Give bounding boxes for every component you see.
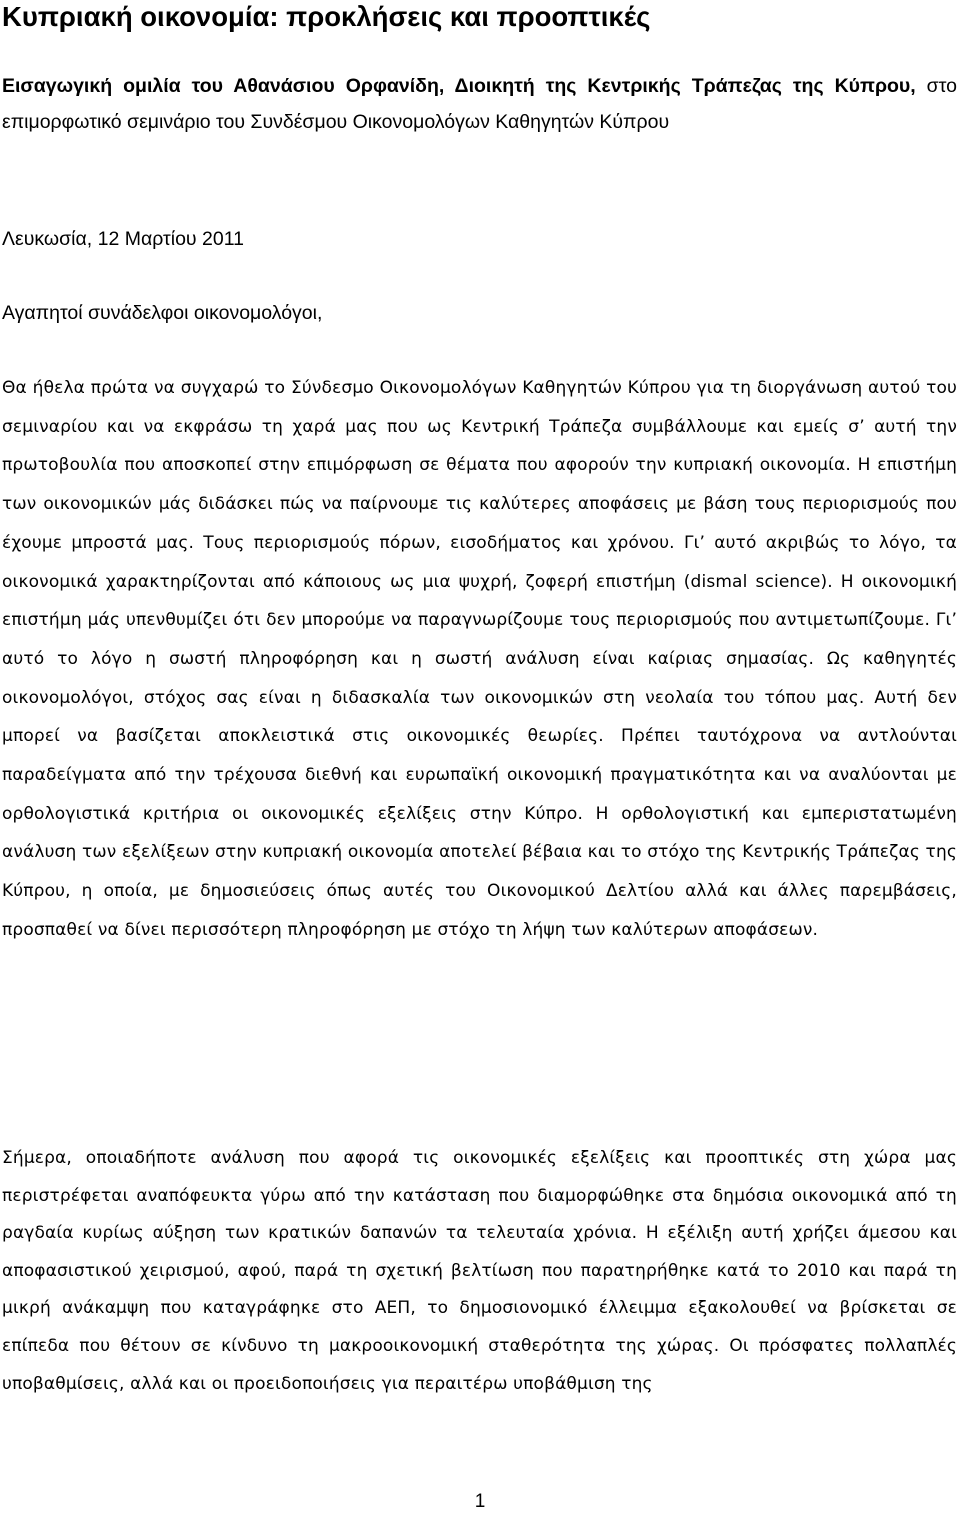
intro-bold-text: Εισαγωγική ομιλία του Αθανάσιου Ορφανίδη, Διοικητή της Κεντρικής Τράπεζας της Κύπρου, [2,75,916,97]
body-paragraph-1: Θα ήθελα πρώτα να συγχαρώ το Σύνδεσμο Οικονομολόγων Καθηγητών Κύπρου για τη διοργάνωση αυτού του σεμιναρίου και να εκφράσω τη χαρά μας που ως Κεντρική Τράπεζα συμβάλλουμε και εμείς σ’ αυτή την πρωτοβουλία που αποσκοπεί στην επιμόρφωση σε θέματα που αφορούν την κυπριακή οικονομία. Η επιστήμη των οικονομικών μάς διδάσκει πώς να παίρνουμε τις καλύτερες αποφάσεις με βάση τους περιορισμούς που έχουμε μπροστά μας. Τους περιορισμούς πόρων, εισοδήματος και χρόνου. Γι’ αυτό ακριβώς το λόγο, τα οικονομικά χαρακτηρίζονται από κάποιους ως μια ψυχρή, ζοφερή επιστήμη (dismal science). Η οικονομική επιστήμη μάς υπενθυμίζει ότι δεν μπορούμε να παραγνωρίζουμε τους περιορισμούς που αντιμετωπίζουμε. Γι’ αυτό το λόγο η σωστή πληροφόρηση και η σωστή ανάλυση είναι καίριας σημασίας. Ως καθηγητές οικονομολόγοι, στόχος σας είναι η διδασκαλία των οικονομικών στη νεολαία του τόπου μας. Αυτή δεν μπορεί να βασίζεται αποκλειστικά στις οικονομικές θεωρίες. Πρέπει ταυτόχρονα να αντλούνται παραδείγματα από την τρέχουσα διεθνή και ευρωπαϊκή οικονομική πραγματικότητα και να αναλύονται με ορθολογιστικά κριτήρια οι οικονομικές εξελίξεις στην Κύπρο. Η ορθολογιστική και εμπεριστατωμένη ανάλυση των εξελίξεων στην κυπριακή οικονομία αποτελεί βέβαια και το στόχο της Κεντρικής Τράπεζας της Κύπρου, η οποία, με δημοσιεύσεις όπως αυτές του Οικονομικού Δελτίου αλλά και άλλες παρεμβάσεις, προσπαθεί να δίνει περισσότερη πληροφόρηση με στόχο τη λήψη των καλύτερων αποφάσεων. [2,378,957,940]
place-date: Λευκωσία, 12 Μαρτίου 2011 [2,228,244,250]
intro-rest-text: στο επιμορφωτικό σεμινάριο του Συνδέσμου Οικονομολόγων Καθηγητών Κύπρου [2,75,957,133]
intro-line [2,68,957,140]
page-title: Κυπριακή οικονομία: προκλήσεις και προοπτικές [2,1,651,32]
body-paragraph-2: Σήμερα, οποιαδήποτε ανάλυση που αφορά τις οικονομικές εξελίξεις και προοπτικές στη χώρα μας περιστρέφεται αναπόφευκτα γύρω από την κατάσταση που διαμορφώθηκε στα δημόσια οικονομικά από τη ραγδαία κυρίως αύξηση των κρατικών δαπανών τα τελευταία χρόνια. Η εξέλιξη αυτή χρήζει άμεσου και αποφασιστικού χειρισμού, αφού, παρά τη σχετική βελτίωση που παρατηρήθηκε κατά το 2010 και παρά τη μικρή ανάκαμψη που καταγράφηκε στο ΑΕΠ, το δημοσιονομικό έλλειμμα εξακολουθεί να βρίσκεται σε επίπεδα που θέτουν σε κίνδυνο τη μακροοικονομική σταθερότητα της χώρας. Οι πρόσφατες πολλαπλές υποβαθμίσεις, αλλά και οι προειδοποιήσεις για περαιτέρω υποβάθμιση της [2,1148,957,1394]
greeting: Αγαπητοί συνάδελφοι οικονομολόγοι, [2,302,323,324]
page-number: 1 [474,1491,486,1512]
